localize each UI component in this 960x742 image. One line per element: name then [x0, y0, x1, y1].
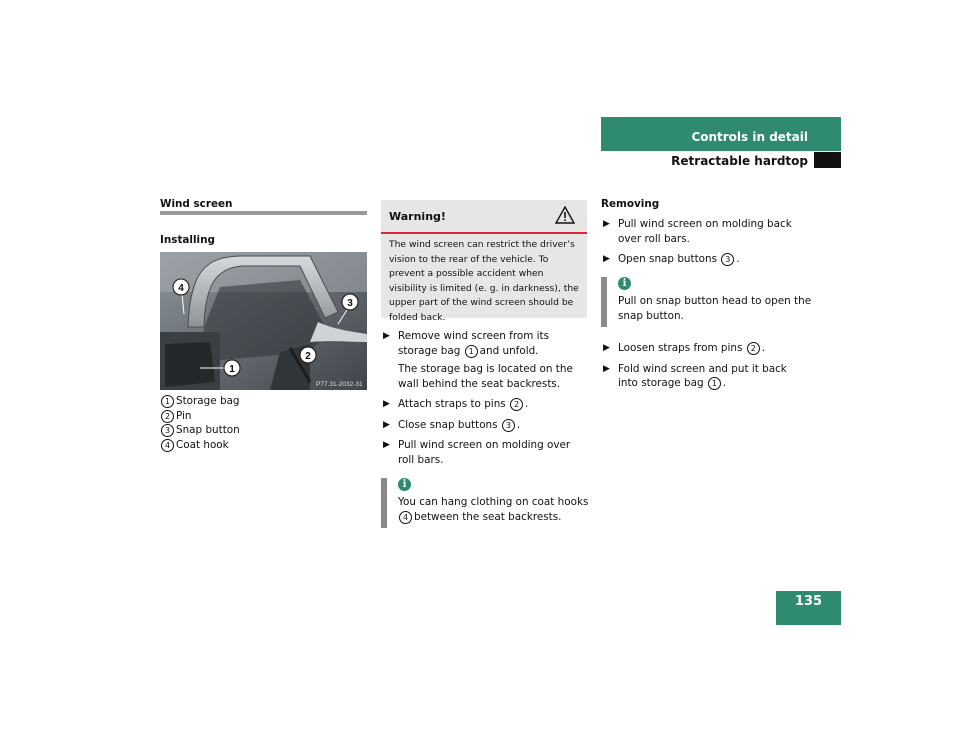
list-item: ▶ Pull wind screen on molding back over roll bars. [603, 218, 792, 245]
callout-2 [300, 347, 316, 363]
svg-text:2: 2 [305, 351, 311, 362]
warning-box [381, 200, 587, 323]
snap-button-info-box: i Pull on snap button head to open the snap button. [601, 277, 819, 327]
chapter-title: Controls in detail [691, 130, 808, 144]
warning-triangle-icon [555, 206, 575, 224]
removing-steps-a [601, 217, 808, 273]
legend-item: 1 Storage bag [160, 394, 367, 409]
arrow-bullet-icon: ▶ [603, 363, 610, 374]
page-number: 135 [794, 594, 823, 609]
svg-text:3: 3 [347, 298, 353, 309]
arrow-bullet-icon: ▶ [383, 419, 390, 430]
warning-title: Warning! [389, 210, 446, 223]
list-item: ▶ Close snap buttons 3 . [383, 418, 521, 431]
legend-item: 4 Coat hook [160, 438, 367, 453]
list-item: ▶ Fold wind screen and put it back into storage bag 1 . [603, 362, 787, 389]
legend-item: 2 Pin [160, 409, 367, 424]
wind-screen-heading: Wind screen [160, 198, 233, 210]
installing-heading: Installing [160, 234, 215, 246]
wind-screen-figure [160, 252, 367, 390]
figure-code: P77.31-2032-31 [316, 381, 363, 388]
step-note: The storage bag is located on the wall behind the seat backrests. [398, 363, 573, 390]
callout-3 [342, 294, 358, 310]
list-item: ▶ Loosen straps from pins 2 . [603, 342, 766, 354]
arrow-bullet-icon: ▶ [603, 219, 610, 229]
callout-4 [173, 279, 189, 295]
warning-rule [381, 232, 587, 234]
arrow-bullet-icon: ▶ [383, 399, 390, 409]
heading-rule [160, 211, 367, 215]
arrow-bullet-icon: ▶ [383, 331, 390, 341]
list-item: ▶ Pull wind screen on molding over roll bars. [383, 439, 571, 466]
section-title: Retractable hardtop [671, 154, 808, 168]
info-icon: i [618, 277, 631, 290]
figure-legend [160, 394, 367, 452]
arrow-bullet-icon: ▶ [603, 343, 610, 353]
svg-text:4: 4 [178, 283, 184, 294]
coat-hook-info-box: i You can hang clothing on coat hooks 4 between the seat backrests. [381, 478, 599, 528]
callout-1 [224, 360, 240, 376]
chapter-header [601, 117, 841, 151]
info-icon: i [398, 478, 411, 491]
list-item: ▶ Remove wind screen from its storage bag 1 and unfold. The storage bag is located on the wall behind the seat backrests. [381, 329, 588, 391]
list-item: ▶ Attach straps to pins 2 . [383, 398, 529, 410]
list-item: ▶ Open snap buttons 3 . [603, 253, 740, 265]
warning-text: The wind screen can restrict the driver’s vision to the rear of the vehicle. To prevent a possible accident when visibility is limited (e. g. in darkness), the upper part of the wind screen should be folded back. [389, 239, 579, 323]
installing-steps [381, 329, 588, 473]
svg-text:1: 1 [229, 364, 235, 375]
removing-heading: Removing [601, 198, 660, 210]
page-number-box [776, 591, 841, 625]
arrow-bullet-icon: ▶ [383, 440, 390, 450]
legend-item: 3 Snap button [160, 423, 367, 438]
removing-steps-b [601, 341, 808, 397]
section-marker [814, 152, 841, 168]
arrow-bullet-icon: ▶ [603, 254, 610, 264]
